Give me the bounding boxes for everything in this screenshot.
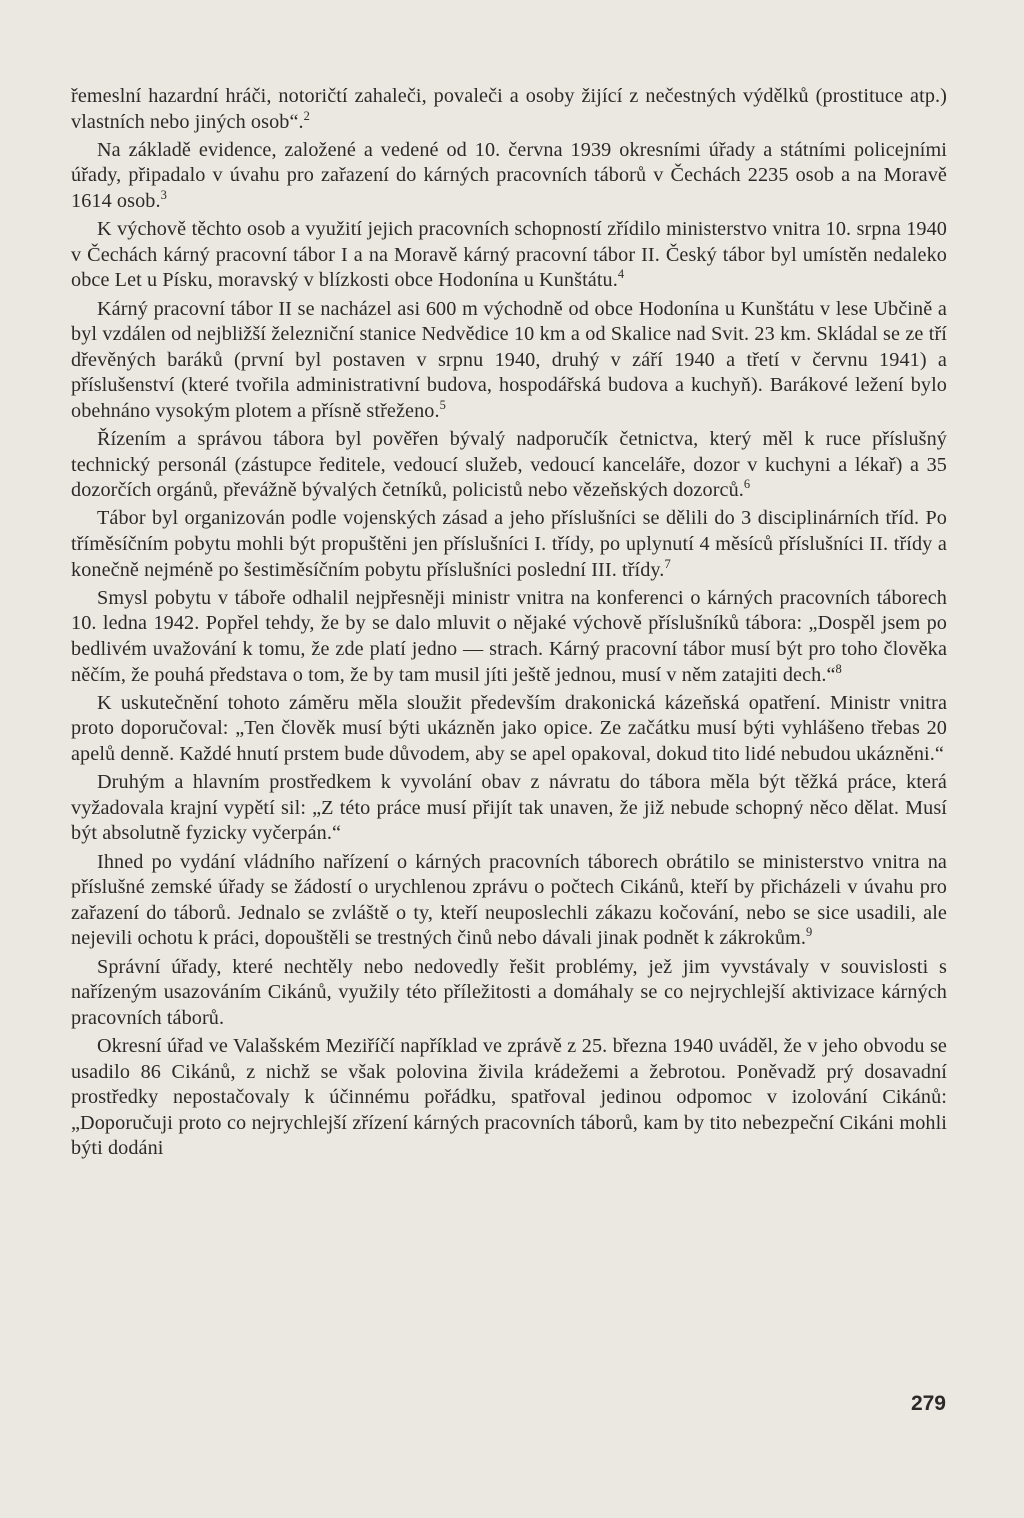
footnote-ref: 6 xyxy=(743,477,751,492)
paragraph: Na základě evidence, založené a vedené od 10. června 1939 okresními úřady a státními policejními úřady, připadalo v úvahu pro zařazení do kárných pracovních táborů v Čechách 2235 osob a na Moravě 1614 osob.$^3$ xyxy=(71,138,947,212)
paragraph: K uskutečnění tohoto záměru měla sloužit především drakonická kázeňská opatření. Ministr vnitra proto doporučoval: „Ten člověk musí býti ukázněn jako opice. Ze začátku musí býti vyhlášeno třebas 20 apelů denně. Každé hnutí prstem bude důvodem, aby se apel opakoval, dokud tito lidé nebudou ukázněni.“ xyxy=(71,691,947,765)
paragraph: Tábor byl organizován podle vojenských zásad a jeho příslušníci se dělili do 3 disciplinárních tříd. Po tříměsíčním pobytu mohli být propuštěni jen příslušníci I. třídy, po uplynutí 4 měsíců příslušníci II. třídy a konečně nejméně po šestiměsíčním pobytu příslušníci poslední III. třídy.$^7$ xyxy=(71,507,947,581)
footnote-ref: 2 xyxy=(303,108,311,123)
paragraph: Druhým a hlavním prostředkem k vyvolání obav z návratu do tábora měla být těžká práce, která vyžadovala krajní vypětí sil: „Z této práce musí přijít tak unaven, že již nebude schopný něco dělat. Musí být absolutně fyzicky vyčerpán.“ xyxy=(71,771,947,845)
paragraph: Ihned po vydání vládního nařízení o kárných pracovních táborech obrátilo se ministerstvo vnitra na příslušné zemské úřady se žádostí o urychlenou zprávu o počtech Cikánů, kteří by přicházeli v úvahu pro zařazení do táborů. Jednalo se zvláště o ty, kteří neuposlechli zákazu kočování, nebo se sice usadili, ale nejevili ochotu k práci, dopouštěli se trestných činů nebo dávali jinak podnět k zákrokům.$^9$ xyxy=(71,850,947,950)
footnote-ref: 5 xyxy=(439,397,446,412)
body-text xyxy=(71,84,947,1164)
paragraph: Správní úřady, které nechtěly nebo nedovedly řešit problémy, jež jim vyvstávaly v souvislosti s nařízeným usazováním Cikánů, využily této příležitosti a domáhaly se co nejrychlejší aktivizace kárných pracovních táborů. xyxy=(71,955,947,1029)
page-number: 279 xyxy=(910,1392,946,1415)
paragraph: Kárný pracovní tábor II se nacházel asi 600 m východně od obce Hodonína u Kunštátu v lese Ubčině a byl vzdálen od nejbližší železniční stanice Nedvědice 10 km a od Skalice nad Svit. 23 km. Skládal se ze tří dřevěných baráků (první byl postaven v srpnu 1940, druhý v září 1940 a třetí v červnu 1941) a příslušenství (které tvořila administrativní budova, hospodářská budova a kuchyň). Barákové ležení bylo obehnáno vysokým plotem a přísně střeženo.$^5$ xyxy=(71,297,947,422)
footnote-ref: 3 xyxy=(160,187,167,202)
paragraph: Řízením a správou tábora byl pověřen bývalý nadporučík četnictva, který měl k ruce příslušný technický personál (zástupce ředitele, vedoucí služeb, vedoucí kanceláře, dozor v kuchyni a lékař) a 35 dozorčích orgánů, převážně bývalých četníků, policistů nebo vězeňských dozorců.$^6$ xyxy=(71,428,947,502)
footnote-ref: 9 xyxy=(806,925,813,940)
footnote-ref: 8 xyxy=(835,661,842,676)
paragraph: K výchově těchto osob a využití jejich pracovních schopností zřídilo ministerstvo vnitra 10. srpna 1940 v Čechách kárný pracovní tábor I a na Moravě kárný pracovní tábor II. Český tábor byl umístěn nedaleko obce Let u Písku, moravský v blízkosti obce Hodonína u Kunštátu.$^4$ xyxy=(71,218,947,292)
paragraph: Okresní úřad ve Valašském Meziříčí například ve zprávě z 25. března 1940 uváděl, že v jeho obvodu se usadilo 86 Cikánů, z nichž se však polovina živila krádežemi a žebrotou. Poněvadž prý dosavadní prostředky nepostačovaly k účinnému pořádku, spatřoval jedinou odpomoc v izolování Cikánů: „Doporučuji proto co nejrychlejší zřízení kárných pracovních táborů, kam by tito nebezpeční Cikáni mohli býti dodáni xyxy=(71,1034,947,1160)
footnote-ref: 4 xyxy=(617,267,625,282)
paragraph: Smysl pobytu v táboře odhalil nejpřesněji ministr vnitra na konferenci o kárných pracovních táborech 10. ledna 1942. Popřel tehdy, že by se dalo mluvit o nějaké výchově příslušníků tábora: „Dospěl jsem po bedlivém uvažování k tomu, že zde platí jedno — strach. Kárný pracovní tábor musí být pro toho člověka něčím, že pouhá představa o tom, že by tam musil jíti ještě jednou, musí v něm zatajiti dech.“$^8$ xyxy=(71,586,947,686)
footnote-ref: 7 xyxy=(664,556,671,571)
paragraph: řemeslní hazardní hráči, notoričtí zahaleči, povaleči a osoby žijící z nečestných výdělků (prostituce atp.) vlastních nebo jiných osob“.$^2$ xyxy=(71,85,947,133)
